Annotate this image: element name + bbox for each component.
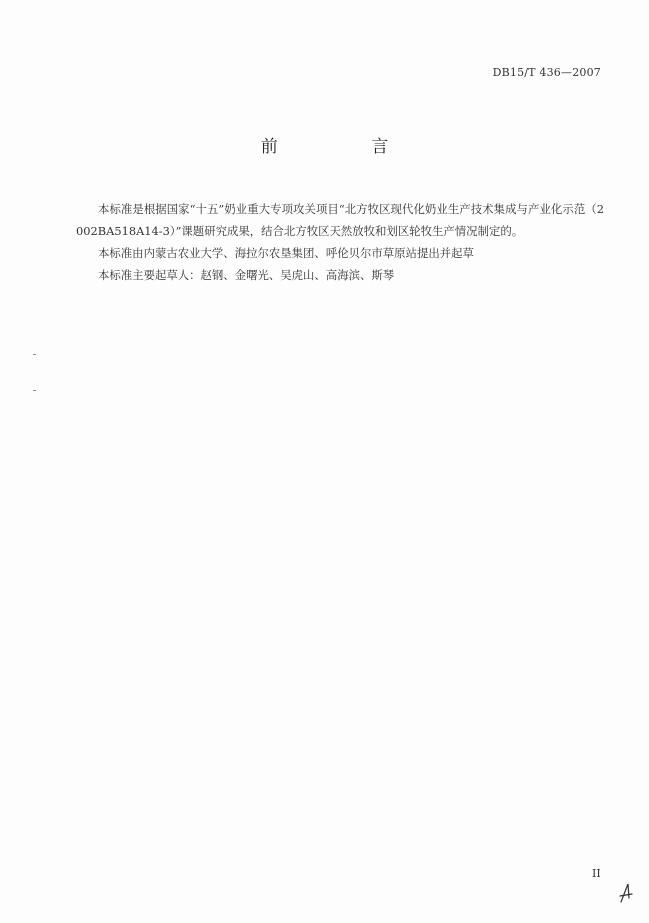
handwritten-mark-icon	[618, 880, 634, 906]
scan-artifact-mark	[33, 390, 36, 391]
page-number: II	[592, 867, 601, 880]
paragraph-drafters: 本标准主要起草人：赵钢、金曙光、吴虎山、高海滨、斯琴	[98, 268, 395, 282]
scan-artifact-mark	[33, 354, 36, 355]
section-title: 前 言	[260, 137, 433, 157]
document-code: DB15/T 436—2007	[492, 66, 601, 79]
paragraph-proposers: 本标准由内蒙古农业大学、海拉尔农垦集团、呼伦贝尔市草原站提出并起草	[98, 246, 474, 260]
paragraph-project-basis: 本标准是根据国家“十五”奶业重大专项攻关项目“北方牧区现代化奶业生产技术集成与产业化示范（2002BA518A14-3）”课题研究成果，结合北方牧区天然放牧和划区轮牧生产情况制定的。	[76, 202, 604, 238]
foreword-body	[76, 198, 604, 286]
